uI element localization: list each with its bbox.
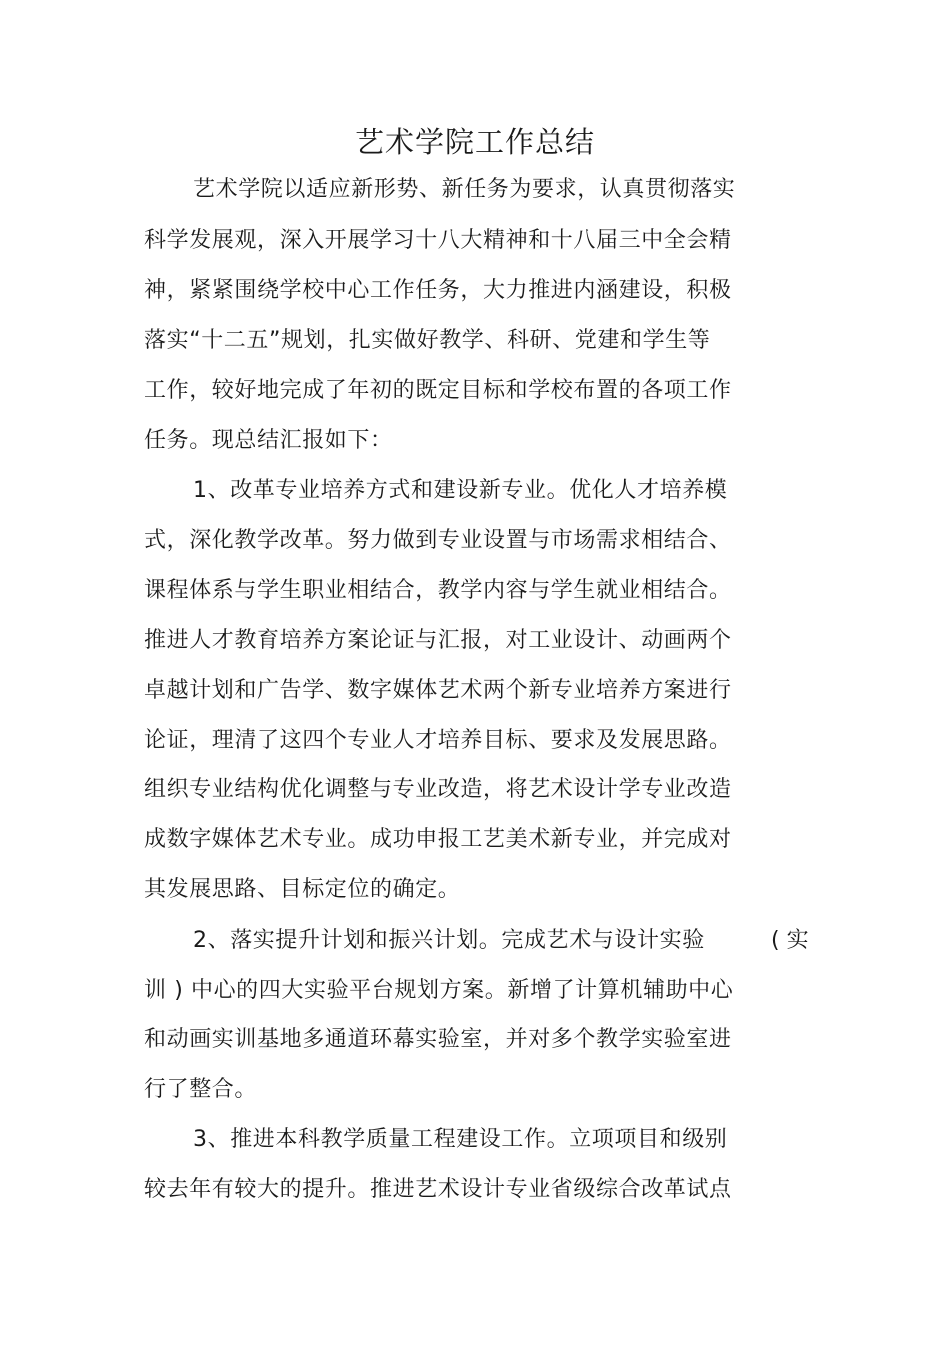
paragraph-line: 和动画实训基地多通道环幕实验室，并对多个教学实验室进 [144,1027,732,1052]
paragraph-line: 科学发展观，深入开展学习十八大精神和十八届三中全会精 [144,228,732,253]
paragraph-line: 其发展思路、目标定位的确定。 [144,877,461,902]
paragraph-line: 艺术学院以适应新形势、新任务为要求，认真贯彻落实 [193,177,736,202]
paragraph-line: 组织专业结构优化调整与专业改造，将艺术设计学专业改造 [144,777,732,802]
paragraph-line: 工作，较好地完成了年初的既定目标和学校布置的各项工作 [144,378,732,403]
paragraph-line: 落实“十二五”规划，扎实做好教学、科研、党建和学生等 [144,328,711,353]
paragraph-line: 式，深化教学改革。努力做到专业设置与市场需求相结合、 [144,528,732,553]
paragraph-line: 成数字媒体艺术专业。成功申报工艺美术新专业，并完成对 [144,827,732,852]
paragraph-line: 卓越计划和广告学、数字媒体艺术两个新专业培养方案进行 [144,678,732,703]
paragraph-line: 神，紧紧围绕学校中心工作任务，大力推进内涵建设，积极 [144,278,732,303]
paragraph-line: 行了整合。 [144,1077,258,1102]
paragraph-line: 任务。现总结汇报如下： [144,428,393,453]
paragraph-line: 3、推进本科教学质量工程建设工作。立项项目和级别 [193,1127,728,1152]
document-title: 艺术学院工作总结 [354,125,595,159]
paragraph-line: 推进人才教育培养方案论证与汇报，对工业设计、动画两个 [144,628,732,653]
paragraph-line: 2、落实提升计划和振兴计划。完成艺术与设计实验 [193,928,705,953]
paragraph-line-fragment: ( 实 [771,928,809,953]
paragraph-line: 训 ) 中心的四大实验平台规划方案。新增了计算机辅助中心 [144,978,734,1003]
paragraph-line: 1、改革专业培养方式和建设新专业。优化人才培养模 [193,478,728,503]
paragraph-line: 较去年有较大的提升。推进艺术设计专业省级综合改革试点 [144,1177,732,1202]
paragraph-line: 论证，理清了这四个专业人才培养目标、要求及发展思路。 [144,728,732,753]
paragraph-line: 课程体系与学生职业相结合，教学内容与学生就业相结合。 [144,578,732,603]
